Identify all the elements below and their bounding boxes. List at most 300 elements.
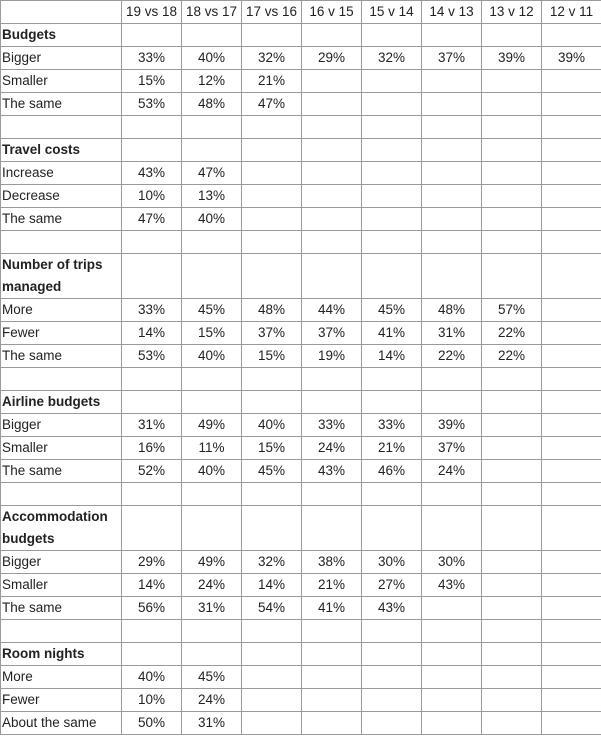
empty-cell <box>362 231 422 254</box>
value-cell: 43% <box>122 162 182 185</box>
table-row <box>1 414 601 437</box>
empty-cell <box>422 391 482 414</box>
empty-cell <box>302 483 362 506</box>
row-label: The same <box>1 208 122 231</box>
value-cell: 33% <box>362 414 422 437</box>
section-title: Budgets <box>1 24 122 47</box>
column-header: 12 v 11 <box>542 1 601 24</box>
empty-cell <box>122 24 182 47</box>
empty-cell <box>302 116 362 139</box>
empty-cell <box>302 689 362 712</box>
value-cell: 22% <box>422 345 482 368</box>
empty-cell <box>182 254 242 299</box>
value-cell: 47% <box>182 162 242 185</box>
empty-cell <box>362 483 422 506</box>
section-header-row <box>1 643 601 666</box>
empty-cell <box>542 574 601 597</box>
empty-cell <box>542 93 601 116</box>
empty-cell <box>482 93 542 116</box>
empty-cell <box>422 689 482 712</box>
empty-cell <box>182 506 242 551</box>
empty-cell <box>482 368 542 391</box>
value-cell: 37% <box>302 322 362 345</box>
value-cell: 39% <box>422 414 482 437</box>
value-cell: 39% <box>542 47 601 70</box>
value-cell: 39% <box>482 47 542 70</box>
value-cell: 57% <box>482 299 542 322</box>
value-cell: 40% <box>182 208 242 231</box>
empty-cell <box>542 391 601 414</box>
empty-cell <box>122 483 182 506</box>
empty-cell <box>302 139 362 162</box>
row-label: Bigger <box>1 47 122 70</box>
value-cell: 29% <box>122 551 182 574</box>
empty-cell <box>422 666 482 689</box>
empty-cell <box>482 460 542 483</box>
header-corner-cell <box>1 1 122 24</box>
row-label: The same <box>1 597 122 620</box>
empty-cell <box>242 666 302 689</box>
empty-cell <box>362 620 422 643</box>
empty-cell <box>362 116 422 139</box>
value-cell: 21% <box>362 437 422 460</box>
empty-cell <box>1 368 122 391</box>
row-label: The same <box>1 93 122 116</box>
value-cell: 48% <box>242 299 302 322</box>
empty-cell <box>122 643 182 666</box>
empty-cell <box>482 139 542 162</box>
survey-table-body <box>1 1 601 735</box>
empty-cell <box>482 551 542 574</box>
column-header: 17 vs 16 <box>242 1 302 24</box>
empty-cell <box>482 24 542 47</box>
empty-cell <box>242 368 302 391</box>
value-cell: 48% <box>182 93 242 116</box>
value-cell: 45% <box>182 666 242 689</box>
empty-cell <box>422 368 482 391</box>
spacer-row <box>1 231 601 254</box>
empty-cell <box>482 574 542 597</box>
empty-cell <box>542 689 601 712</box>
row-label: Smaller <box>1 574 122 597</box>
empty-cell <box>242 254 302 299</box>
empty-cell <box>362 208 422 231</box>
empty-cell <box>302 93 362 116</box>
empty-cell <box>482 437 542 460</box>
column-header: 15 v 14 <box>362 1 422 24</box>
value-cell: 33% <box>122 47 182 70</box>
section-header-row <box>1 24 601 47</box>
value-cell: 49% <box>182 551 242 574</box>
value-cell: 24% <box>182 574 242 597</box>
table-row <box>1 299 601 322</box>
empty-cell <box>542 666 601 689</box>
empty-cell <box>542 254 601 299</box>
empty-cell <box>422 643 482 666</box>
empty-cell <box>302 208 362 231</box>
value-cell: 10% <box>122 689 182 712</box>
spacer-row <box>1 116 601 139</box>
value-cell: 41% <box>362 322 422 345</box>
spacer-row <box>1 368 601 391</box>
empty-cell <box>482 483 542 506</box>
value-cell: 32% <box>242 551 302 574</box>
empty-cell <box>542 597 601 620</box>
value-cell: 38% <box>302 551 362 574</box>
column-header: 13 v 12 <box>482 1 542 24</box>
empty-cell <box>182 231 242 254</box>
empty-cell <box>482 231 542 254</box>
table-row <box>1 551 601 574</box>
value-cell: 11% <box>182 437 242 460</box>
empty-cell <box>122 139 182 162</box>
value-cell: 22% <box>482 345 542 368</box>
value-cell: 19% <box>302 345 362 368</box>
value-cell: 53% <box>122 93 182 116</box>
row-label: Fewer <box>1 322 122 345</box>
row-label: Smaller <box>1 70 122 93</box>
empty-cell <box>542 231 601 254</box>
table-row <box>1 162 601 185</box>
value-cell: 43% <box>422 574 482 597</box>
empty-cell <box>302 70 362 93</box>
table-row <box>1 322 601 345</box>
value-cell: 21% <box>242 70 302 93</box>
row-label: More <box>1 666 122 689</box>
empty-cell <box>542 24 601 47</box>
value-cell: 40% <box>182 47 242 70</box>
empty-cell <box>542 437 601 460</box>
empty-cell <box>542 322 601 345</box>
value-cell: 53% <box>122 345 182 368</box>
value-cell: 15% <box>182 322 242 345</box>
table-row <box>1 185 601 208</box>
empty-cell <box>302 231 362 254</box>
empty-cell <box>302 620 362 643</box>
empty-cell <box>182 620 242 643</box>
empty-cell <box>482 620 542 643</box>
value-cell: 32% <box>242 47 302 70</box>
empty-cell <box>122 368 182 391</box>
empty-cell <box>542 139 601 162</box>
empty-cell <box>422 483 482 506</box>
column-header: 18 vs 17 <box>182 1 242 24</box>
empty-cell <box>302 24 362 47</box>
table-row <box>1 460 601 483</box>
table-row <box>1 208 601 231</box>
table-row <box>1 689 601 712</box>
empty-cell <box>182 116 242 139</box>
value-cell: 13% <box>182 185 242 208</box>
empty-cell <box>542 299 601 322</box>
value-cell: 44% <box>302 299 362 322</box>
section-title: Room nights <box>1 643 122 666</box>
empty-cell <box>542 345 601 368</box>
value-cell: 45% <box>182 299 242 322</box>
empty-cell <box>362 689 422 712</box>
value-cell: 43% <box>302 460 362 483</box>
value-cell: 33% <box>122 299 182 322</box>
value-cell: 29% <box>302 47 362 70</box>
empty-cell <box>122 116 182 139</box>
empty-cell <box>362 139 422 162</box>
table-row <box>1 47 601 70</box>
empty-cell <box>242 162 302 185</box>
value-cell: 16% <box>122 437 182 460</box>
value-cell: 15% <box>122 70 182 93</box>
empty-cell <box>422 139 482 162</box>
empty-cell <box>482 643 542 666</box>
empty-cell <box>182 24 242 47</box>
empty-cell <box>122 620 182 643</box>
empty-cell <box>422 70 482 93</box>
empty-cell <box>422 597 482 620</box>
row-label: Fewer <box>1 689 122 712</box>
value-cell: 32% <box>362 47 422 70</box>
empty-cell <box>542 712 601 735</box>
empty-cell <box>422 712 482 735</box>
table-row <box>1 597 601 620</box>
empty-cell <box>422 162 482 185</box>
empty-cell <box>122 254 182 299</box>
value-cell: 14% <box>122 322 182 345</box>
empty-cell <box>422 231 482 254</box>
empty-cell <box>242 483 302 506</box>
empty-cell <box>302 666 362 689</box>
empty-cell <box>482 414 542 437</box>
empty-cell <box>302 185 362 208</box>
empty-cell <box>242 712 302 735</box>
empty-cell <box>542 460 601 483</box>
empty-cell <box>242 620 302 643</box>
empty-cell <box>422 116 482 139</box>
section-title: Number of trips managed <box>1 254 122 299</box>
spacer-row <box>1 483 601 506</box>
empty-cell <box>422 24 482 47</box>
section-header-row <box>1 391 601 414</box>
value-cell: 47% <box>122 208 182 231</box>
value-cell: 31% <box>182 712 242 735</box>
empty-cell <box>242 506 302 551</box>
value-cell: 46% <box>362 460 422 483</box>
empty-cell <box>242 643 302 666</box>
empty-cell <box>182 139 242 162</box>
empty-cell <box>242 231 302 254</box>
empty-cell <box>482 116 542 139</box>
value-cell: 40% <box>122 666 182 689</box>
value-cell: 15% <box>242 437 302 460</box>
value-cell: 12% <box>182 70 242 93</box>
value-cell: 22% <box>482 322 542 345</box>
value-cell: 52% <box>122 460 182 483</box>
empty-cell <box>482 666 542 689</box>
table-row <box>1 574 601 597</box>
empty-cell <box>362 643 422 666</box>
empty-cell <box>422 185 482 208</box>
empty-cell <box>422 620 482 643</box>
value-cell: 24% <box>422 460 482 483</box>
column-header: 14 v 13 <box>422 1 482 24</box>
empty-cell <box>362 93 422 116</box>
row-label: Smaller <box>1 437 122 460</box>
value-cell: 31% <box>122 414 182 437</box>
empty-cell <box>302 391 362 414</box>
empty-cell <box>542 208 601 231</box>
value-cell: 24% <box>182 689 242 712</box>
value-cell: 56% <box>122 597 182 620</box>
empty-cell <box>362 506 422 551</box>
value-cell: 14% <box>242 574 302 597</box>
column-header: 16 v 15 <box>302 1 362 24</box>
empty-cell <box>482 185 542 208</box>
value-cell: 21% <box>302 574 362 597</box>
empty-cell <box>422 93 482 116</box>
empty-cell <box>542 643 601 666</box>
empty-cell <box>542 185 601 208</box>
empty-cell <box>182 483 242 506</box>
empty-cell <box>482 597 542 620</box>
empty-cell <box>182 368 242 391</box>
empty-cell <box>482 391 542 414</box>
row-label: The same <box>1 345 122 368</box>
empty-cell <box>542 483 601 506</box>
empty-cell <box>362 185 422 208</box>
value-cell: 41% <box>302 597 362 620</box>
empty-cell <box>302 254 362 299</box>
value-cell: 45% <box>362 299 422 322</box>
value-cell: 37% <box>422 47 482 70</box>
value-cell: 31% <box>422 322 482 345</box>
empty-cell <box>242 185 302 208</box>
spacer-row <box>1 620 601 643</box>
empty-cell <box>542 551 601 574</box>
table-row <box>1 712 601 735</box>
empty-cell <box>302 643 362 666</box>
value-cell: 33% <box>302 414 362 437</box>
value-cell: 40% <box>182 345 242 368</box>
empty-cell <box>482 689 542 712</box>
empty-cell <box>482 506 542 551</box>
empty-cell <box>1 620 122 643</box>
value-cell: 48% <box>422 299 482 322</box>
empty-cell <box>122 231 182 254</box>
empty-cell <box>482 712 542 735</box>
empty-cell <box>542 506 601 551</box>
value-cell: 40% <box>182 460 242 483</box>
empty-cell <box>242 391 302 414</box>
empty-cell <box>542 414 601 437</box>
empty-cell <box>542 368 601 391</box>
empty-cell <box>482 162 542 185</box>
empty-cell <box>542 162 601 185</box>
section-header-row <box>1 254 601 299</box>
row-label: About the same <box>1 712 122 735</box>
row-label: The same <box>1 460 122 483</box>
value-cell: 47% <box>242 93 302 116</box>
empty-cell <box>422 506 482 551</box>
empty-cell <box>542 116 601 139</box>
empty-cell <box>362 70 422 93</box>
value-cell: 15% <box>242 345 302 368</box>
empty-cell <box>362 666 422 689</box>
empty-cell <box>362 368 422 391</box>
section-header-row <box>1 506 601 551</box>
empty-cell <box>242 689 302 712</box>
value-cell: 50% <box>122 712 182 735</box>
empty-cell <box>242 116 302 139</box>
table-row <box>1 345 601 368</box>
row-label: Decrease <box>1 185 122 208</box>
table-row <box>1 93 601 116</box>
value-cell: 45% <box>242 460 302 483</box>
header-row <box>1 1 601 24</box>
value-cell: 31% <box>182 597 242 620</box>
empty-cell <box>182 391 242 414</box>
empty-cell <box>1 116 122 139</box>
row-label: Bigger <box>1 551 122 574</box>
section-title: Accommodation budgets <box>1 506 122 551</box>
value-cell: 54% <box>242 597 302 620</box>
empty-cell <box>542 70 601 93</box>
value-cell: 40% <box>242 414 302 437</box>
table-row <box>1 70 601 93</box>
empty-cell <box>482 70 542 93</box>
empty-cell <box>242 208 302 231</box>
value-cell: 30% <box>362 551 422 574</box>
empty-cell <box>482 254 542 299</box>
empty-cell <box>1 231 122 254</box>
column-header: 19 vs 18 <box>122 1 182 24</box>
empty-cell <box>242 24 302 47</box>
row-label: Increase <box>1 162 122 185</box>
value-cell: 24% <box>302 437 362 460</box>
empty-cell <box>302 506 362 551</box>
empty-cell <box>362 391 422 414</box>
empty-cell <box>362 254 422 299</box>
value-cell: 14% <box>122 574 182 597</box>
row-label: More <box>1 299 122 322</box>
empty-cell <box>542 620 601 643</box>
empty-cell <box>302 162 362 185</box>
empty-cell <box>362 712 422 735</box>
value-cell: 37% <box>422 437 482 460</box>
empty-cell <box>302 368 362 391</box>
section-header-row <box>1 139 601 162</box>
value-cell: 14% <box>362 345 422 368</box>
empty-cell <box>182 643 242 666</box>
empty-cell <box>482 208 542 231</box>
empty-cell <box>362 24 422 47</box>
empty-cell <box>422 254 482 299</box>
table-row <box>1 666 601 689</box>
value-cell: 10% <box>122 185 182 208</box>
empty-cell <box>302 712 362 735</box>
value-cell: 37% <box>242 322 302 345</box>
value-cell: 49% <box>182 414 242 437</box>
empty-cell <box>122 506 182 551</box>
row-label: Bigger <box>1 414 122 437</box>
table-row <box>1 437 601 460</box>
section-title: Travel costs <box>1 139 122 162</box>
value-cell: 27% <box>362 574 422 597</box>
empty-cell <box>422 208 482 231</box>
empty-cell <box>362 162 422 185</box>
value-cell: 30% <box>422 551 482 574</box>
empty-cell <box>122 391 182 414</box>
empty-cell <box>242 139 302 162</box>
value-cell: 43% <box>362 597 422 620</box>
empty-cell <box>1 483 122 506</box>
